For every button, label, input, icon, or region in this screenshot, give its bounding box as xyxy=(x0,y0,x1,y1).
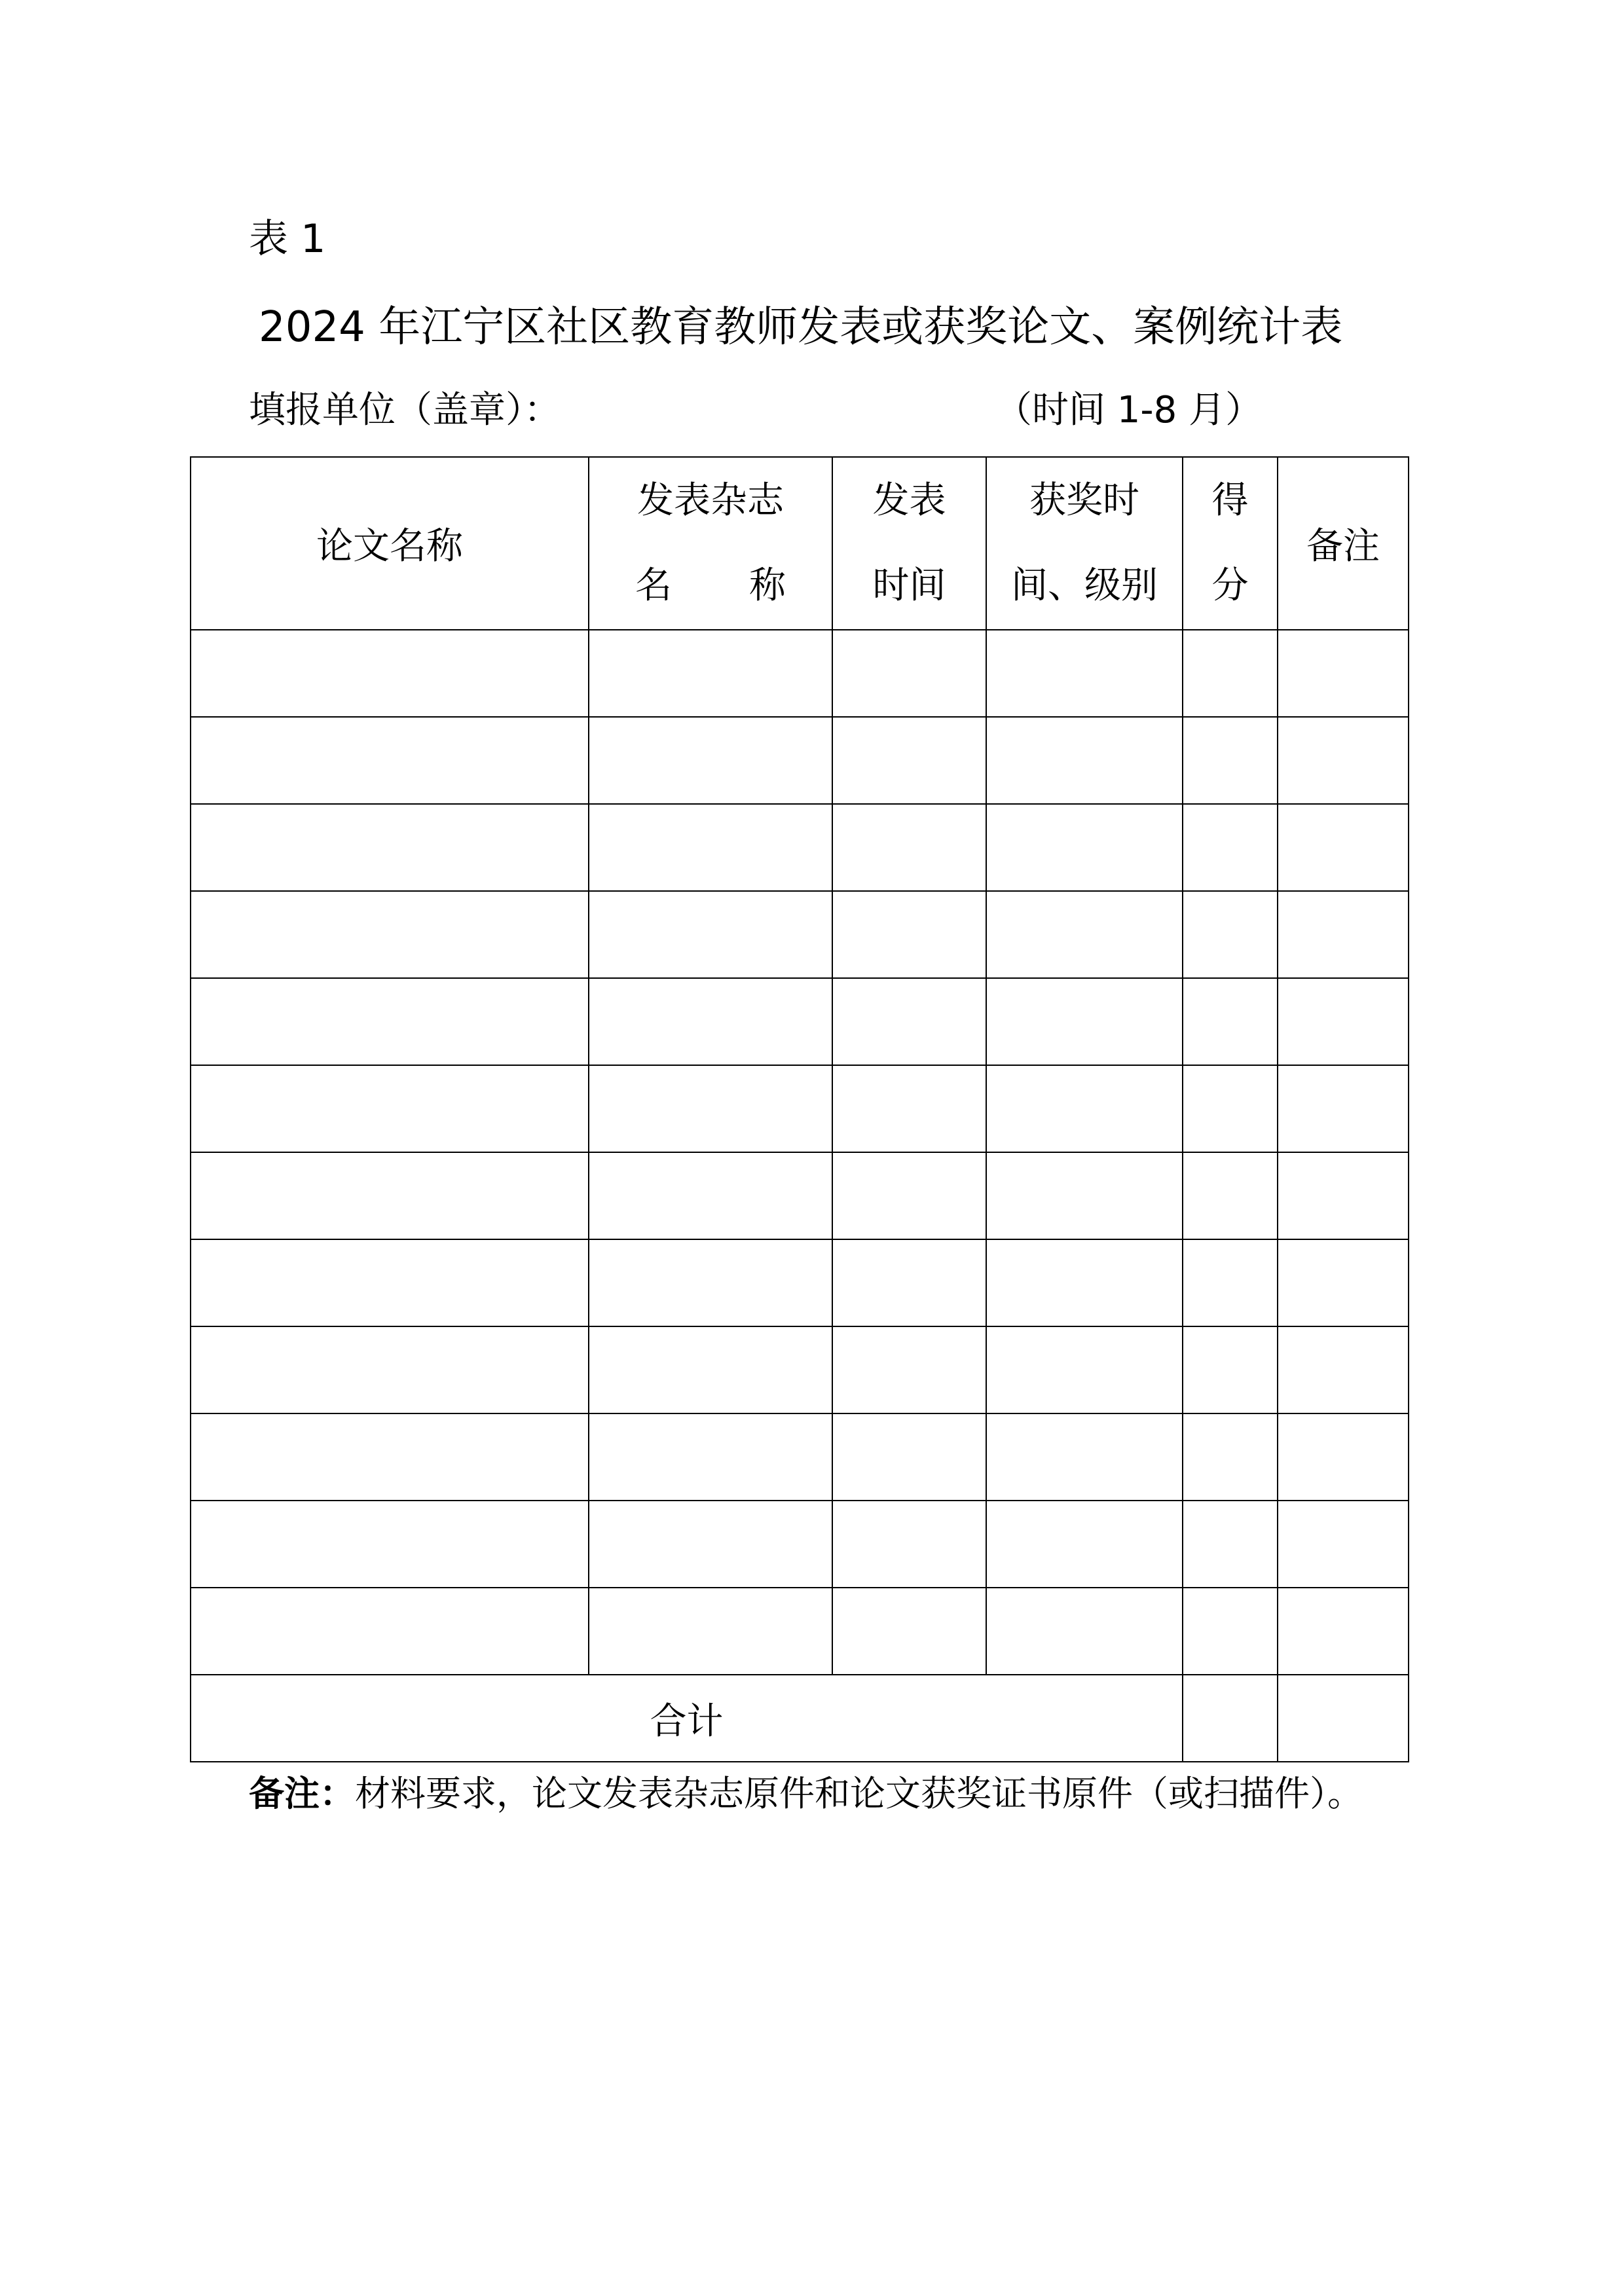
paper-name-cell[interactable] xyxy=(191,1239,589,1326)
journal-name-cell[interactable] xyxy=(589,630,832,717)
award-cell[interactable] xyxy=(986,1326,1183,1413)
publish-time-cell[interactable] xyxy=(832,1239,986,1326)
header-score xyxy=(1183,457,1278,630)
score-cell[interactable] xyxy=(1183,804,1278,891)
paper-name-cell[interactable] xyxy=(191,978,589,1065)
score-cell[interactable] xyxy=(1183,1065,1278,1152)
score-cell[interactable] xyxy=(1183,1239,1278,1326)
award-cell[interactable] xyxy=(986,717,1183,804)
award-cell[interactable] xyxy=(986,1501,1183,1588)
header-publish-time xyxy=(832,457,986,630)
journal-name-cell[interactable] xyxy=(589,804,832,891)
remark-cell[interactable] xyxy=(1278,1152,1409,1239)
time-period-label: （时间 1-8 月） xyxy=(995,389,1263,431)
journal-name-cell[interactable] xyxy=(589,1501,832,1588)
score-cell[interactable] xyxy=(1183,630,1278,717)
table-row xyxy=(191,630,1409,717)
table-row xyxy=(191,1413,1409,1501)
publish-time-cell[interactable] xyxy=(832,1326,986,1413)
table-row xyxy=(191,804,1409,891)
journal-name-cell[interactable] xyxy=(589,1326,832,1413)
publish-time-cell[interactable] xyxy=(832,1588,986,1675)
statistics-table xyxy=(190,456,1409,1762)
header-journal-char-b: 称 xyxy=(749,564,786,607)
remark-cell[interactable] xyxy=(1278,717,1409,804)
award-cell[interactable] xyxy=(986,1152,1183,1239)
total-label: 合计 xyxy=(650,1700,724,1743)
journal-name-cell[interactable] xyxy=(589,1413,832,1501)
header-score-line2: 分 xyxy=(1211,564,1249,607)
score-cell[interactable] xyxy=(1183,1588,1278,1675)
award-cell[interactable] xyxy=(986,891,1183,978)
remark-cell[interactable] xyxy=(1278,630,1409,717)
header-award-line2: 间、级别 xyxy=(1011,564,1158,607)
paper-name-cell[interactable] xyxy=(191,1588,589,1675)
header-journal-line1: 发表杂志 xyxy=(637,479,784,522)
score-cell[interactable] xyxy=(1183,978,1278,1065)
table-row xyxy=(191,891,1409,978)
table-row xyxy=(191,1588,1409,1675)
total-row xyxy=(191,1675,1409,1762)
table-row xyxy=(191,1152,1409,1239)
journal-name-cell[interactable] xyxy=(589,891,832,978)
journal-name-cell[interactable] xyxy=(589,717,832,804)
remark-cell[interactable] xyxy=(1278,978,1409,1065)
table-row xyxy=(191,1501,1409,1588)
score-cell[interactable] xyxy=(1183,891,1278,978)
paper-name-cell[interactable] xyxy=(191,804,589,891)
score-cell[interactable] xyxy=(1183,1413,1278,1501)
total-remark-cell[interactable] xyxy=(1278,1675,1409,1762)
award-cell[interactable] xyxy=(986,1588,1183,1675)
table-row xyxy=(191,1239,1409,1326)
journal-name-cell[interactable] xyxy=(589,978,832,1065)
footnote-label: 备注： xyxy=(249,1773,355,1814)
reporting-unit-label: 填报单位（盖章）： xyxy=(249,389,561,431)
remark-cell[interactable] xyxy=(1278,1501,1409,1588)
remark-cell[interactable] xyxy=(1278,1413,1409,1501)
header-paper-name xyxy=(191,457,589,630)
header-score-line1: 得 xyxy=(1211,479,1249,522)
award-cell[interactable] xyxy=(986,804,1183,891)
footnote-text: 材料要求，论文发表杂志原件和论文获奖证书原件（或扫描件）。 xyxy=(355,1773,1363,1814)
header-journal-char-a: 名 xyxy=(635,564,672,607)
publish-time-cell[interactable] xyxy=(832,1501,986,1588)
total-label-cell xyxy=(191,1675,1183,1762)
remark-cell[interactable] xyxy=(1278,1588,1409,1675)
publish-time-cell[interactable] xyxy=(832,630,986,717)
paper-name-cell[interactable] xyxy=(191,1413,589,1501)
publish-time-cell[interactable] xyxy=(832,978,986,1065)
journal-name-cell[interactable] xyxy=(589,1588,832,1675)
paper-name-cell[interactable] xyxy=(191,1326,589,1413)
header-award-time-level xyxy=(986,457,1183,630)
paper-name-cell[interactable] xyxy=(191,1065,589,1152)
score-cell[interactable] xyxy=(1183,717,1278,804)
award-cell[interactable] xyxy=(986,1239,1183,1326)
footnote xyxy=(249,1768,1363,1820)
header-journal-name xyxy=(589,457,832,630)
publish-time-cell[interactable] xyxy=(832,717,986,804)
score-cell[interactable] xyxy=(1183,1152,1278,1239)
award-cell[interactable] xyxy=(986,1413,1183,1501)
paper-name-cell[interactable] xyxy=(191,1152,589,1239)
publish-time-cell[interactable] xyxy=(832,1065,986,1152)
publish-time-cell[interactable] xyxy=(832,804,986,891)
remark-cell[interactable] xyxy=(1278,1326,1409,1413)
score-cell[interactable] xyxy=(1183,1501,1278,1588)
remark-cell[interactable] xyxy=(1278,891,1409,978)
table-row xyxy=(191,978,1409,1065)
page-title: 2024 年江宁区社区教育教师发表或获奖论文、案例统计表 xyxy=(259,303,1343,352)
remark-cell[interactable] xyxy=(1278,1065,1409,1152)
publish-time-cell[interactable] xyxy=(832,1413,986,1501)
header-award-line1: 获奖时 xyxy=(1029,479,1139,522)
paper-name-cell[interactable] xyxy=(191,891,589,978)
paper-name-cell[interactable] xyxy=(191,1501,589,1588)
table-row xyxy=(191,717,1409,804)
paper-name-cell[interactable] xyxy=(191,717,589,804)
publish-time-cell[interactable] xyxy=(832,1152,986,1239)
publish-time-cell[interactable] xyxy=(832,891,986,978)
header-paper-name-text: 论文名称 xyxy=(316,525,463,568)
header-remark-text: 备注 xyxy=(1306,525,1380,568)
award-cell[interactable] xyxy=(986,1065,1183,1152)
score-cell[interactable] xyxy=(1183,1326,1278,1413)
journal-name-cell[interactable] xyxy=(589,1152,832,1239)
remark-cell[interactable] xyxy=(1278,1239,1409,1326)
total-score-cell[interactable] xyxy=(1183,1675,1278,1762)
table-number-label: 表 1 xyxy=(249,216,326,262)
paper-name-cell[interactable] xyxy=(191,630,589,717)
table-row xyxy=(191,1326,1409,1413)
table-body xyxy=(191,630,1409,1762)
award-cell[interactable] xyxy=(986,978,1183,1065)
table-header-row xyxy=(191,457,1409,630)
journal-name-cell[interactable] xyxy=(589,1239,832,1326)
header-publish-line1: 发表 xyxy=(872,479,946,522)
header-remark xyxy=(1278,457,1409,630)
remark-cell[interactable] xyxy=(1278,804,1409,891)
header-publish-line2: 时间 xyxy=(872,564,946,607)
header-journal-line2 xyxy=(589,543,832,629)
award-cell[interactable] xyxy=(986,630,1183,717)
table-row xyxy=(191,1065,1409,1152)
journal-name-cell[interactable] xyxy=(589,1065,832,1152)
